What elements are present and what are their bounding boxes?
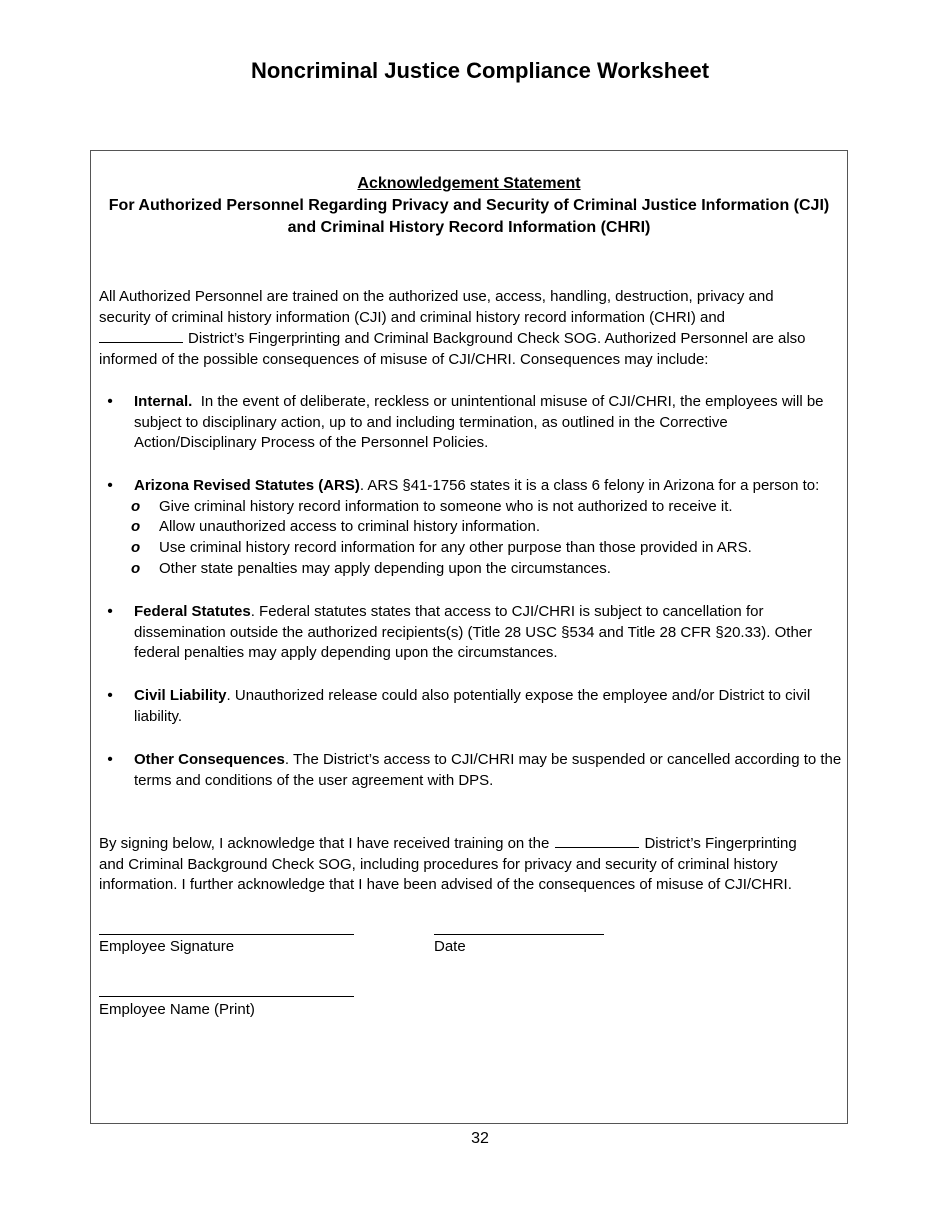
bullet-label: Internal.	[134, 393, 193, 410]
bullet-text: . Unauthorized release could also potentially expose the employee and/or District to civil liability.	[134, 687, 811, 725]
sub-bullet-icon: o	[131, 518, 141, 536]
sub-item-text: Other state penalties may apply depending upon the circumstances.	[159, 559, 611, 577]
closing-line: and Criminal Background Check SOG, including procedures for privacy and security of criminal history	[99, 855, 778, 873]
closing-line-text: District’s Fingerprinting	[644, 835, 797, 852]
sub-bullet-icon: o	[131, 497, 141, 515]
bullet-label: Arizona Revised Statutes (ARS)	[134, 477, 360, 494]
employee-name-line[interactable]	[99, 996, 354, 997]
bullet-dot-icon: •	[107, 603, 113, 620]
district-name-blank[interactable]	[99, 328, 183, 343]
intro-line: security of criminal history information (CJI) and criminal history record information (CHRI) and	[99, 308, 726, 326]
sub-item-text: Allow unauthorized access to criminal history information.	[159, 518, 540, 536]
bullet-text: . Federal statutes states that access to CJI/CHRI is subject to cancellation for dissemination outside the authorized recipients(s) (Title 28 USC §534 and Title 28 CFR §20.33). Other federal penalties may apply depending upon the circumstances.	[134, 603, 813, 662]
closing-line-text: By signing below, I acknowledge that I have received training on the	[99, 835, 550, 852]
acknowledgement-subtitle-line2: and Criminal History Record Information (CHRI)	[287, 219, 651, 236]
ars-sub-list	[103, 497, 843, 580]
page-title: Noncriminal Justice Compliance Worksheet	[250, 58, 710, 83]
bullet-text: In the event of deliberate, reckless or unintentional misuse of CJI/CHRI, the employees will be subject to disciplinary action, up to and including termination, as outlined in the Corrective Action/Disciplinary Process of the Personnel Policies.	[134, 393, 824, 452]
intro-line-text: District’s Fingerprinting and Criminal Background Check SOG. Authorized Personnel are also	[188, 330, 806, 348]
closing-paragraph	[99, 833, 841, 896]
list-item	[103, 538, 843, 559]
bullet-text: . ARS §41-1756 states it is a class 6 felony in Arizona for a person to:	[359, 477, 820, 494]
sub-bullet-icon: o	[131, 539, 141, 557]
district-name-blank[interactable]	[555, 833, 639, 848]
bullet-other	[103, 750, 843, 791]
employee-name-label: Employee Name (Print)	[99, 1001, 255, 1018]
bullet-ars	[103, 476, 843, 580]
acknowledgement-title: Acknowledgement Statement	[357, 175, 581, 192]
bullet-dot-icon: •	[107, 687, 113, 704]
list-item	[103, 559, 843, 580]
intro-line: All Authorized Personnel are trained on the authorized use, access, handling, destruction, privacy and	[99, 288, 774, 305]
page-number: 32	[471, 1130, 489, 1147]
intro-line	[99, 328, 841, 350]
list-item	[103, 497, 843, 518]
bullet-dot-icon: •	[107, 393, 113, 410]
intro-line: informed of the possible consequences of misuse of CJI/CHRI. Consequences may include:	[99, 351, 709, 369]
acknowledgement-subtitle-line1: For Authorized Personnel Regarding Privacy and Security of Criminal Justice Information (CJI)	[108, 197, 830, 214]
date-line[interactable]	[434, 934, 604, 935]
employee-signature-line[interactable]	[99, 934, 354, 935]
bullet-text: . The District’s access to CJI/CHRI may be suspended or cancelled according to the terms and conditions of the user agreement with DPS.	[134, 751, 842, 789]
bullet-civil	[103, 686, 843, 727]
acknowledgement-heading	[90, 173, 848, 239]
bullet-label: Civil Liability	[134, 687, 227, 704]
date-label: Date	[434, 938, 466, 955]
sub-item-text: Use criminal history record information for any other purpose than those provided in ARS.	[159, 539, 752, 557]
closing-line: information. I further acknowledge that I have been advised of the consequences of misuse of CJI/CHRI.	[99, 876, 792, 894]
bullet-label: Federal Statutes	[134, 603, 251, 620]
bullet-dot-icon: •	[107, 477, 113, 494]
list-item	[103, 517, 843, 538]
bullet-federal	[103, 602, 843, 664]
bullet-label: Other Consequences	[134, 751, 285, 768]
sub-bullet-icon: o	[131, 559, 141, 577]
bullet-internal	[103, 392, 843, 454]
closing-line	[99, 833, 841, 855]
sub-item-text: Give criminal history record information to someone who is not authorized to receive it.	[159, 497, 733, 515]
bullet-dot-icon: •	[107, 751, 113, 768]
employee-signature-label: Employee Signature	[99, 938, 235, 955]
intro-paragraph	[99, 287, 841, 371]
